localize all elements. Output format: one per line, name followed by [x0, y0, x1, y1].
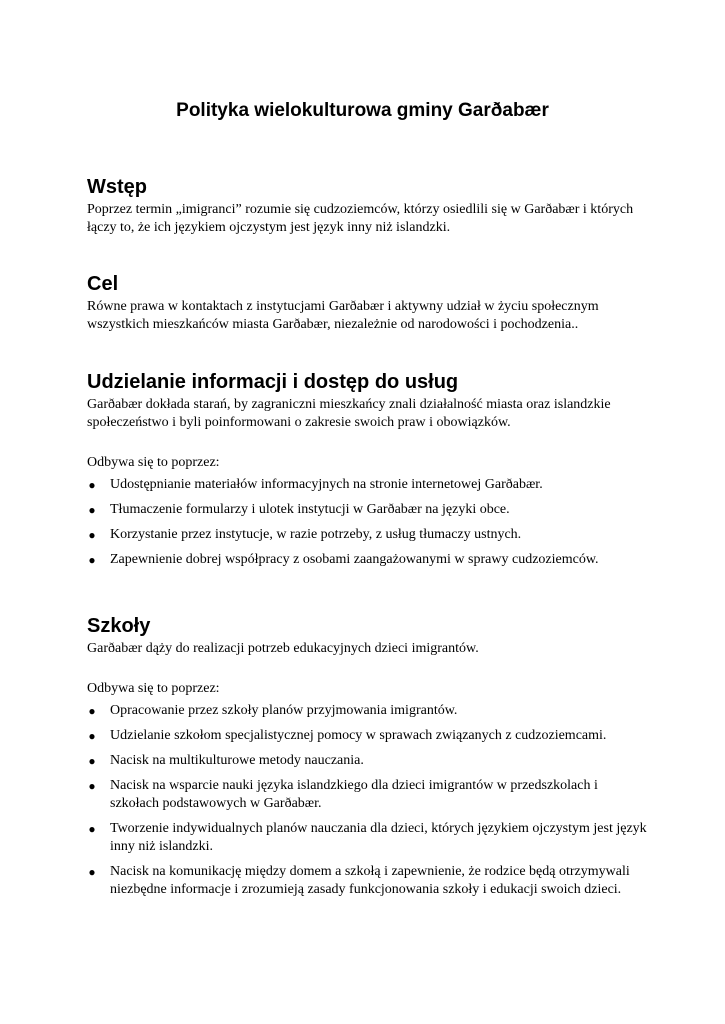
list-item-text: Nacisk na komunikację między domem a szkołą i zapewnienie, że rodzice będą otrzymywali niezbędne informacje i zrozumieją zasady funkcjonowania szkoły i edukacji swoich dzieci. [110, 864, 630, 897]
section-heading-wstep: Wstęp [87, 176, 147, 198]
section-heading-cel: Cel [87, 273, 119, 295]
list-item [87, 702, 647, 720]
bullet-icon: ● [88, 729, 96, 743]
list-lead-in: Odbywa się to poprzez: [87, 455, 220, 470]
section-cel [87, 272, 647, 334]
section-information-access [87, 370, 647, 576]
document-title: Polityka wielokulturowa gminy Garðabær [176, 100, 549, 121]
list-item [87, 863, 647, 899]
list-item-text: Tłumaczenie formularzy i ulotek instytucji w Garðabær na języki obce. [110, 502, 510, 517]
section-text-information-access: Garðabær dokłada starań, by zagraniczni mieszkańcy znali działalność miasta oraz islandzkie społeczeństwo i byli poinformowani o zakresie swoich praw i obowiązków. [87, 397, 611, 430]
bullet-icon: ● [88, 779, 96, 793]
list-item [87, 777, 647, 813]
list-item-text: Tworzenie indywidualnych planów nauczania dla dzieci, których językiem ojczystym jest język inny niż islandzki. [110, 821, 647, 854]
bullet-icon: ● [88, 503, 96, 517]
section-text-szkoly: Garðabær dąży do realizacji potrzeb edukacyjnych dzieci imigrantów. [87, 641, 479, 656]
bullet-icon: ● [88, 553, 96, 567]
bullet-list-information-access [87, 476, 647, 569]
list-item-text: Nacisk na wsparcie nauki języka islandzkiego dla dzieci imigrantów w przedszkolach i szkołach podstawowych w Garðabær. [110, 778, 598, 811]
list-item [87, 820, 647, 856]
list-item-text: Korzystanie przez instytucje, w razie potrzeby, z usług tłumaczy ustnych. [110, 527, 522, 542]
bullet-icon: ● [88, 704, 96, 718]
bullet-icon: ● [88, 754, 96, 768]
section-wstep [87, 175, 647, 237]
section-szkoly [87, 614, 647, 906]
list-item [87, 752, 647, 770]
list-item [87, 727, 647, 745]
list-item [87, 526, 647, 544]
list-item-text: Opracowanie przez szkoły planów przyjmowania imigrantów. [110, 703, 458, 718]
list-item [87, 551, 647, 569]
section-text-wstep: Poprzez termin „imigranci” rozumie się cudzoziemców, którzy osiedlili się w Garðabær i których łączy to, że ich językiem ojczystym jest język inny niż islandzki. [87, 202, 634, 235]
bullet-list-szkoly [87, 702, 647, 899]
bullet-icon: ● [88, 528, 96, 542]
list-item-text: Udostępnianie materiałów informacyjnych na stronie internetowej Garðabær. [110, 477, 543, 492]
section-heading-information-access: Udzielanie informacji i dostęp do usług [87, 371, 459, 393]
list-item-text: Udzielanie szkołom specjalistycznej pomocy w sprawach związanych z cudzoziemcami. [110, 728, 607, 743]
section-text-cel: Równe prawa w kontaktach z instytucjami Garðabær i aktywny udział w życiu społecznym wszystkich mieszkańców miasta Garðabær, niezależnie od narodowości i pochodzenia.. [87, 299, 599, 332]
bullet-icon: ● [88, 822, 96, 836]
bullet-icon: ● [88, 478, 96, 492]
list-item-text: Zapewnienie dobrej współpracy z osobami zaangażowanymi w sprawy cudzoziemców. [110, 552, 599, 567]
list-item [87, 501, 647, 519]
list-item-text: Nacisk na multikulturowe metody nauczania. [110, 753, 364, 768]
list-lead-in: Odbywa się to poprzez: [87, 681, 220, 696]
list-item [87, 476, 647, 494]
bullet-icon: ● [88, 865, 96, 879]
section-heading-szkoly: Szkoły [87, 615, 151, 637]
